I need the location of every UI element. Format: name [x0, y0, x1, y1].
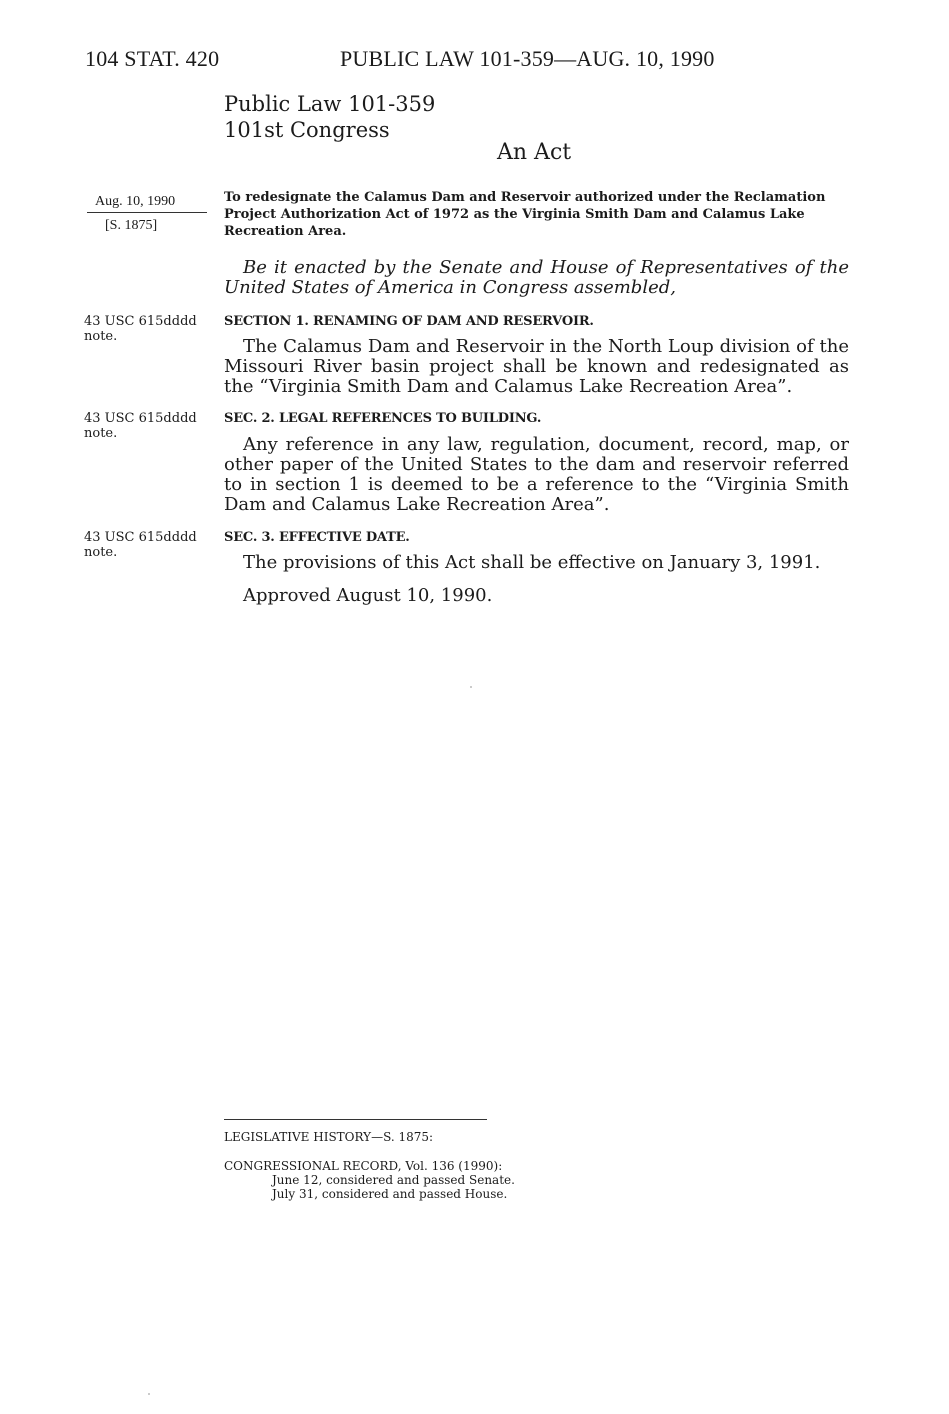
usc-citation-suffix: note. [84, 545, 118, 560]
act-purpose: To redesignate the Calamus Dam and Reservoir authorized under the Reclamation Project Authorization Act of 1972 as the Virginia Smith Dam and Calamus Lake Recreation Area. [224, 190, 826, 239]
usc-citation-note [84, 314, 219, 344]
legislative-history-entry: June 12, considered and passed Senate. [272, 1173, 515, 1187]
scan-speck [148, 1393, 150, 1395]
congressional-record-citation: CONGRESSIONAL RECORD, Vol. 136 (1990): [224, 1159, 503, 1173]
usc-citation: 43 USC 615dddd [84, 411, 197, 426]
footnote-divider [224, 1119, 487, 1120]
legislative-history-entry: July 31, considered and passed House. [272, 1187, 508, 1201]
section-3-body: The provisions of this Act shall be effective on January 3, 1991. [243, 552, 821, 573]
enactment-date-note: Aug. 10, 1990 [95, 194, 176, 209]
enacting-clause: Be it enacted by the Senate and House of Representatives of the United States of America in Congress assembled, [224, 257, 849, 298]
approval-date: Approved August 10, 1990. [243, 585, 493, 606]
public-law-number: Public Law 101-359 [224, 92, 436, 116]
usc-citation-note [84, 530, 219, 560]
scan-speck [470, 686, 472, 688]
usc-citation: 43 USC 615dddd [84, 530, 197, 545]
legislative-history-title: LEGISLATIVE HISTORY—S. 1875: [224, 1130, 434, 1144]
section-3-heading: SEC. 3. EFFECTIVE DATE. [224, 530, 410, 545]
usc-citation: 43 USC 615dddd [84, 314, 197, 329]
page-stat-number: 104 STAT. 420 [85, 46, 220, 71]
section-2-heading: SEC. 2. LEGAL REFERENCES TO BUILDING. [224, 411, 542, 426]
usc-citation-suffix: note. [84, 426, 118, 441]
section-1-heading: SECTION 1. RENAMING OF DAM AND RESERVOIR. [224, 314, 594, 329]
running-header-title: PUBLIC LAW 101-359—AUG. 10, 1990 [340, 46, 715, 71]
margin-divider [87, 212, 207, 213]
act-heading: An Act [497, 140, 572, 165]
congress-label: 101st Congress [224, 118, 390, 142]
usc-citation-suffix: note. [84, 329, 118, 344]
section-1-body: The Calamus Dam and Reservoir in the North Loup division of the Missouri River basin project shall be known and redesignated as the “Virginia Smith Dam and Calamus Lake Recreation Area”. [224, 336, 849, 397]
bill-number-note: [S. 1875] [105, 218, 158, 233]
section-2-body: Any reference in any law, regulation, document, record, map, or other paper of the United States to the dam and reservoir referred to in section 1 is deemed to be a reference to the “Virginia Smith Dam and Calamus Lake Recreation Area”. [224, 434, 849, 515]
usc-citation-note [84, 411, 219, 441]
